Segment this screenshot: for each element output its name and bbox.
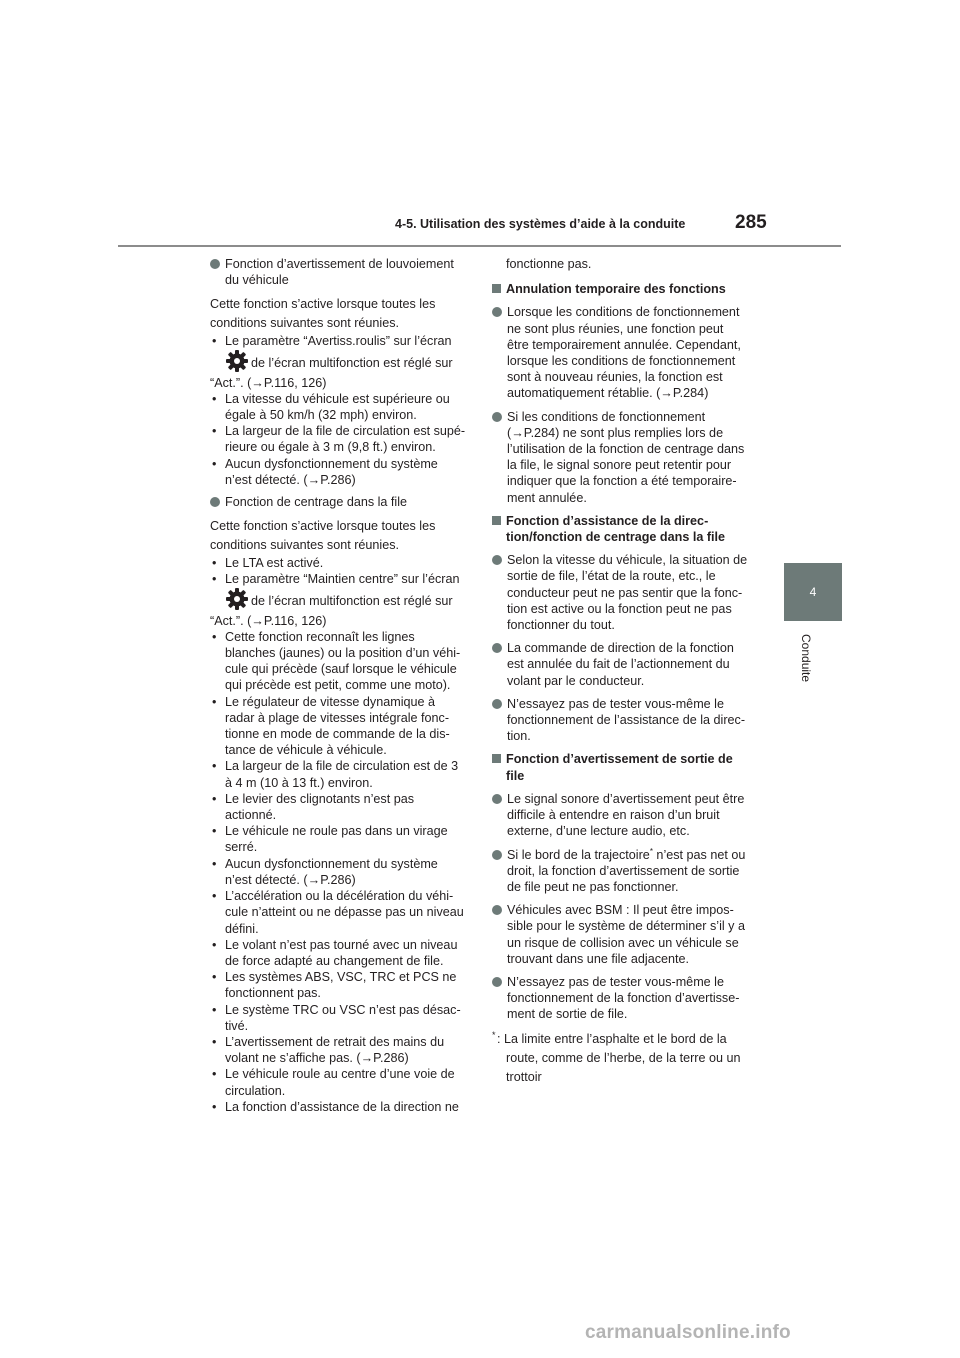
- bullet-dot-icon: [210, 497, 220, 507]
- section-heading: Annulation temporaire des fonctions: [492, 281, 752, 297]
- paragraph: Cette fonction s’active lorsque toutes les: [210, 519, 436, 534]
- bullet-item: La commande de direction de la fonction est annulée du fait de l’actionnement du volant par le conducteur.: [492, 640, 752, 689]
- bullet-item: Si le bord de la trajectoire* n’est pas net ou droit, la fonction d’avertissement de sortie de file peut ne pas fonctionner.: [492, 847, 752, 896]
- list-item: • L’accélération ou la décélération du véhi- cule n’atteint ou ne dépasse pas un niveau défini.: [212, 889, 464, 936]
- list-item: • Le système TRC ou VSC n’est pas désac- tivé.: [212, 1002, 461, 1033]
- header-rule: [118, 245, 841, 247]
- bullet-dot-icon: [492, 905, 502, 915]
- bullet-dot-icon: [492, 699, 502, 709]
- bullet-item: N’essayez pas de tester vous-même le fonctionnement de l’assistance de la direc- tion.: [492, 696, 752, 745]
- bullet-dot-icon: [492, 850, 502, 860]
- bullet-dot-icon: [492, 307, 502, 317]
- bullet-dot-icon: [492, 794, 502, 804]
- list-item: • La fonction d’assistance de la direction ne: [212, 1099, 459, 1114]
- bullet-item: Le signal sonore d’avertissement peut être difficile à entendre en raison d’un bruit externe, d’une lecture audio, etc.: [492, 791, 752, 840]
- bullet-dot-icon: [492, 412, 502, 422]
- bullet-dot-icon: [492, 555, 502, 565]
- bullet-item: Lorsque les conditions de fonctionnement ne sont plus réunies, une fonction peut être temporairement annulée. Cependant, lorsque les conditions de fonctionnement sont à nouveau réunies, la fonction est automatiquement rétablie. (→P.284): [492, 304, 752, 401]
- gear-settings-icon: [226, 350, 248, 372]
- gear-line: de l’écran multifonction est réglé sur: [210, 588, 472, 613]
- right-column: [492, 256, 752, 1087]
- square-bullet-icon: [492, 284, 501, 293]
- list-item: • Le levier des clignotants n’est pas actionné.: [212, 791, 415, 823]
- gear-settings-icon: [226, 588, 248, 610]
- section-heading: Fonction d’avertissement de sortie de file: [492, 751, 752, 783]
- paragraph: conditions suivantes sont réunies.: [210, 316, 400, 331]
- bullet-dot-icon: [492, 977, 502, 987]
- continued-text: fonctionne pas.: [506, 257, 592, 271]
- page-number: 285: [735, 212, 767, 233]
- bullet-item: Véhicules avec BSM : Il peut être impos- sible pour le système de déterminer s’il y a un risque de collision avec un véhicule se trouvant dans une file adjacente.: [492, 902, 752, 967]
- footnote: * : La limite entre l’asphalte et le bord de la route, comme de l’herbe, de la terre ou un trottoir: [492, 1029, 741, 1084]
- chapter-label: Conduite: [799, 634, 813, 683]
- bullet-dot-icon: [492, 643, 502, 653]
- bullet-item: Si les conditions de fonctionnement (→P.284) ne sont plus remplies lors de l’utilisation de la fonction de centrage dans la file, le signal sonore peut retentir pour indiquer que la fonction a été temporaire- ment annulée.: [492, 409, 752, 506]
- bullet-item: Fonction de centrage dans la file: [210, 494, 472, 510]
- list-item: • Le véhicule roule au centre d’une voie de circulation.: [212, 1067, 455, 1098]
- list-item: • L’avertissement de retrait des mains du volant ne s’affiche pas. (→P.286): [212, 1034, 445, 1066]
- list-item: • Cette fonction reconnaît les lignes blanches (jaunes) ou la position d’un véhi- cule qui précède (sauf lorsque le véhicule qui précède est petit, comme une moto).: [212, 629, 461, 693]
- watermark: carmanualsonline.info: [585, 1322, 791, 1343]
- list-item: • Les systèmes ABS, VSC, TRC et PCS ne fonctionnent pas.: [212, 970, 457, 1001]
- list-item: • Le véhicule ne roule pas dans un virage serré.: [212, 824, 448, 855]
- list-item: • La largeur de la file de circulation est supé- rieure ou égale à 3 m (9,8 ft.) environ.: [212, 424, 466, 455]
- list-item: • La largeur de la file de circulation est de 3 à 4 m (10 à 13 ft.) environ.: [212, 759, 459, 790]
- bullet-dot-icon: [210, 259, 220, 269]
- bullet-item: Fonction d’avertissement de louvoiement du véhicule: [210, 256, 472, 288]
- paragraph: conditions suivantes sont réunies.: [210, 538, 400, 553]
- list-item: • Le LTA est activé.: [212, 556, 324, 571]
- chapter-tab[interactable]: 4: [784, 563, 842, 621]
- list-item: • Aucun dysfonctionnement du système n’est détecté. (→P.286): [212, 456, 438, 487]
- section-title: 4-5. Utilisation des systèmes d’aide à la conduite: [395, 217, 686, 231]
- list-item: • Aucun dysfonctionnement du système n’est détecté. (→P.286): [212, 856, 438, 887]
- paragraph: Cette fonction s’active lorsque toutes les: [210, 297, 436, 312]
- list-item: • Le régulateur de vitesse dynamique à radar à plage de vitesses intégrale fonc- tionne en mode de commande de la dis- tance de véhicule à véhicule.: [212, 694, 450, 758]
- square-bullet-icon: [492, 516, 501, 525]
- text-line: “Act.”. (→P.116, 126): [210, 613, 327, 628]
- gear-line: de l’écran multifonction est réglé sur: [210, 350, 472, 375]
- text-line: “Act.”. (→P.116, 126): [210, 375, 327, 390]
- bullet-item: Selon la vitesse du véhicule, la situation de sortie de file, l’état de la route, etc., le conducteur peut ne pas sentir que la fonc- tion est active ou la fonction peut ne pas fonctionner du tout.: [492, 552, 752, 633]
- bullet-item: N’essayez pas de tester vous-même le fonctionnement de la fonction d’avertisse- ment de sortie de file.: [492, 974, 752, 1023]
- list-item: • La vitesse du véhicule est supérieure ou égale à 50 km/h (32 mph) environ.: [212, 391, 450, 423]
- section-heading: Fonction d’assistance de la direc- tion/fonction de centrage dans la file: [492, 513, 752, 545]
- list-item: • Le paramètre “Maintien centre” sur l’écran: [212, 572, 460, 587]
- list-item: • Le volant n’est pas tourné avec un niveau de force adapté au changement de file.: [212, 937, 458, 968]
- square-bullet-icon: [492, 754, 501, 763]
- left-column: [210, 256, 472, 1115]
- list-item: • Le paramètre “Avertiss.roulis” sur l’écran: [212, 334, 452, 349]
